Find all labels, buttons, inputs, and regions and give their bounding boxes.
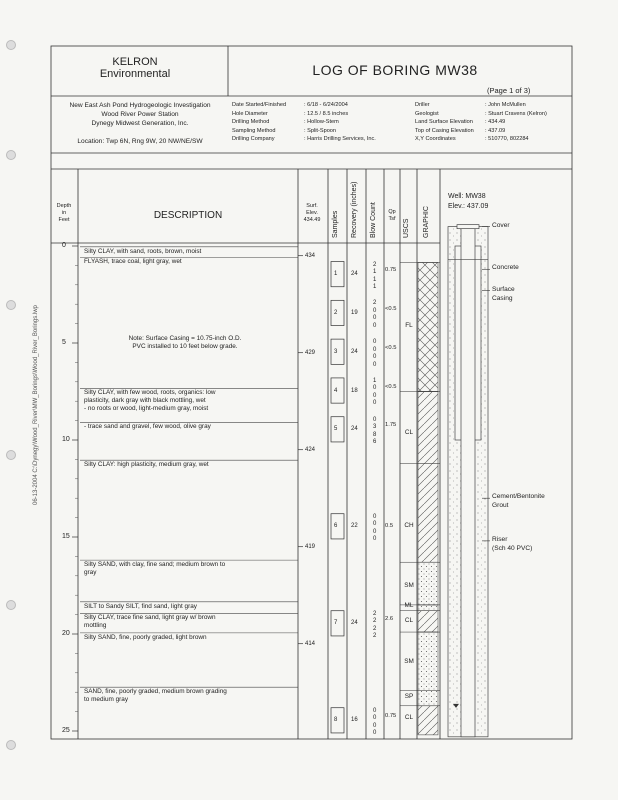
blow-count: 1 bbox=[373, 377, 377, 384]
recovery-value: 18 bbox=[351, 387, 358, 394]
sample-interval bbox=[331, 514, 344, 539]
blow-count: 0 bbox=[373, 339, 377, 346]
project-client: Dynegy Midwest Generation, Inc. bbox=[91, 120, 189, 127]
blow-count: 0 bbox=[373, 307, 377, 314]
pocket-penetrometer: 0.75 bbox=[385, 713, 397, 720]
recovery-value: 24 bbox=[351, 348, 358, 355]
blow-count-header: Blow Count bbox=[370, 202, 377, 238]
location: Location: Twp 6N, Rng 9W, 20 NW/NE/SW bbox=[77, 138, 203, 145]
sample-number: 6 bbox=[334, 523, 338, 530]
page-number: (Page 1 of 3) bbox=[487, 86, 531, 95]
uscs-code: CH bbox=[404, 522, 414, 530]
sample-interval bbox=[331, 300, 344, 325]
blow-count: 2 bbox=[373, 610, 377, 617]
depth-tick-label: 25 bbox=[62, 727, 70, 734]
description-text: to medium gray bbox=[84, 696, 129, 704]
recovery-header: Recovery (inches) bbox=[351, 181, 358, 238]
depth-header-3: Feet bbox=[58, 217, 70, 223]
pocket-penetrometer: <0.5 bbox=[385, 383, 397, 390]
info-label: Hole Diameter bbox=[232, 110, 268, 117]
description-text: Silty CLAY: high plasticity, medium gray, wet bbox=[84, 461, 209, 469]
info-label: Geologist bbox=[415, 110, 439, 117]
uscs-code: CL bbox=[404, 714, 414, 722]
grout-label: Cement/Bentonite bbox=[492, 493, 545, 501]
description-text: Silty SAND, with clay, fine sand; medium brown to bbox=[84, 561, 226, 569]
uscs-code: SM bbox=[404, 658, 414, 666]
uscs-code: FL bbox=[405, 322, 413, 330]
log-title: LOG OF BORING MW38 bbox=[312, 62, 478, 78]
sample-interval bbox=[331, 339, 344, 364]
sample-interval bbox=[331, 611, 344, 636]
blow-count: 0 bbox=[373, 416, 377, 423]
blow-count: 0 bbox=[373, 315, 377, 322]
blow-count: 3 bbox=[373, 424, 377, 431]
blow-count: 2 bbox=[373, 633, 377, 640]
description-text: Note: Surface Casing = 10.75-inch O.D. bbox=[128, 335, 242, 343]
description-text: PVC installed to 10 feet below grade. bbox=[132, 343, 238, 351]
info-value: : 510770, 802284 bbox=[485, 136, 529, 142]
uscs-code: CL bbox=[404, 429, 414, 437]
description-text: SILT to Sandy SILT, find sand, light gray bbox=[84, 602, 197, 610]
elev-header-3: 434.49 bbox=[303, 217, 321, 223]
graphic-hatch bbox=[418, 706, 438, 735]
graphic-dots bbox=[418, 605, 438, 611]
grout-label-2: Grout bbox=[492, 502, 509, 510]
elev-header-1: Surf. bbox=[306, 203, 318, 209]
blow-count: 2 bbox=[373, 618, 377, 625]
pp-header-1: Qp bbox=[388, 209, 396, 215]
concrete-label: Concrete bbox=[492, 264, 519, 272]
sample-number: 1 bbox=[334, 271, 338, 278]
description-text: - trace sand and gravel, few wood, olive gray bbox=[84, 423, 211, 431]
sample-number: 8 bbox=[334, 717, 338, 724]
info-value: : Harris Drilling Services, Inc. bbox=[304, 136, 376, 142]
info-value: : Stuart Cravens (Kelron) bbox=[485, 110, 547, 117]
pocket-penetrometer: 1.75 bbox=[385, 422, 397, 429]
uscs-header: USCS bbox=[403, 218, 410, 238]
elev-tick-label: 424 bbox=[305, 446, 316, 453]
description-text: plasticity, dark gray with black mottling, wet bbox=[84, 397, 206, 405]
graphic-cross bbox=[418, 262, 438, 391]
info-label: Land Surface Elevation bbox=[415, 119, 473, 125]
blow-count: 0 bbox=[373, 400, 377, 407]
description-text: - no roots or wood, light-medium gray, moist bbox=[84, 405, 209, 413]
info-value: : 434.49 bbox=[485, 119, 506, 125]
riser-label-2: (Sch 40 PVC) bbox=[492, 544, 533, 552]
depth-header-2: in bbox=[61, 210, 67, 216]
sample-number: 7 bbox=[334, 620, 338, 627]
sample-interval bbox=[331, 708, 344, 733]
description-text: Silty CLAY, with sand, roots, brown, moist bbox=[84, 247, 202, 255]
info-value: : 12.5 / 8.5 inches bbox=[304, 110, 349, 117]
blow-count: 0 bbox=[373, 322, 377, 329]
uscs-code: SP bbox=[404, 693, 414, 701]
project-name: New East Ash Pond Hydrogeologic Investigation bbox=[69, 102, 211, 109]
info-label: Drilling Method bbox=[232, 119, 270, 125]
sample-interval bbox=[331, 378, 344, 403]
blow-count: 0 bbox=[373, 730, 377, 737]
project-site: Wood River Power Station bbox=[101, 111, 179, 118]
pocket-penetrometer: 0.75 bbox=[385, 267, 397, 274]
sample-number: 3 bbox=[334, 348, 338, 355]
recovery-value: 24 bbox=[351, 271, 358, 278]
samples-header: Samples bbox=[332, 210, 339, 238]
info-value: : 6/18 - 6/24/2004 bbox=[304, 102, 348, 108]
blow-count: 0 bbox=[373, 361, 377, 368]
info-label: Drilling Company bbox=[232, 136, 275, 142]
blow-count: 0 bbox=[373, 513, 377, 520]
blow-count: 0 bbox=[373, 346, 377, 353]
depth-tick-label: 5 bbox=[62, 339, 66, 346]
info-label: Top of Casing Elevation bbox=[415, 127, 474, 134]
company-name: KELRON bbox=[112, 56, 158, 68]
graphic-dots bbox=[418, 562, 438, 605]
blow-count: 1 bbox=[373, 269, 377, 276]
pocket-penetrometer: <0.5 bbox=[385, 344, 397, 351]
uscs-code: ML bbox=[404, 601, 414, 609]
elev-tick-label: 419 bbox=[305, 543, 316, 550]
depth-tick-label: 10 bbox=[62, 436, 70, 443]
info-label: X,Y Coordinates bbox=[415, 136, 456, 142]
info-label: Date Started/Finished bbox=[232, 102, 287, 108]
graphic-hatch bbox=[418, 463, 438, 562]
description-text: Silty SAND, fine, poorly graded, light brown bbox=[84, 633, 207, 641]
company-subtitle: Environmental bbox=[99, 68, 171, 80]
info-value: : 437.09 bbox=[485, 127, 506, 134]
blow-count: 8 bbox=[373, 431, 377, 438]
depth-tick-label: 0 bbox=[62, 242, 66, 249]
info-value: : Split-Spoon bbox=[304, 127, 337, 134]
sample-number: 4 bbox=[334, 387, 338, 394]
sample-interval bbox=[331, 262, 344, 287]
recovery-value: 16 bbox=[351, 717, 358, 724]
blow-count: 0 bbox=[373, 385, 377, 392]
recovery-value: 22 bbox=[351, 523, 358, 530]
well-header: Well: MW38 bbox=[448, 193, 486, 200]
elev-tick-label: 429 bbox=[305, 349, 316, 356]
blow-count: 2 bbox=[373, 261, 377, 268]
elev-header-2: Elev. bbox=[306, 210, 318, 216]
blow-count: 0 bbox=[373, 528, 377, 535]
blow-count: 6 bbox=[373, 439, 377, 446]
blow-count: 1 bbox=[373, 276, 377, 283]
blow-count: 0 bbox=[373, 354, 377, 361]
elev-tick-label: 414 bbox=[305, 640, 316, 647]
blow-count: 0 bbox=[373, 536, 377, 543]
pp-header-2: Tsf bbox=[388, 216, 396, 222]
blow-count: 0 bbox=[373, 707, 377, 714]
pocket-penetrometer: <0.5 bbox=[385, 306, 397, 313]
recovery-value: 19 bbox=[351, 309, 358, 316]
pocket-penetrometer: 0.5 bbox=[385, 523, 394, 530]
graphic-header: GRAPHIC bbox=[423, 206, 430, 238]
recovery-value: 24 bbox=[351, 620, 358, 627]
depth-tick-label: 20 bbox=[62, 630, 70, 637]
blow-count: 2 bbox=[373, 300, 377, 307]
sample-number: 5 bbox=[334, 426, 338, 433]
graphic-hatch bbox=[418, 611, 438, 632]
description-header: DESCRIPTION bbox=[153, 210, 223, 221]
blow-count: 0 bbox=[373, 521, 377, 528]
depth-header-1: Depth bbox=[56, 203, 72, 209]
info-label: Driller bbox=[415, 102, 430, 108]
description-text: mottling bbox=[84, 622, 107, 630]
blow-count: 0 bbox=[373, 392, 377, 399]
info-value: : John McMullen bbox=[485, 102, 526, 108]
elev-tick-label: 434 bbox=[305, 252, 316, 259]
description-text: SAND, fine, poorly graded, medium brown grading bbox=[84, 688, 227, 696]
uscs-code: CL bbox=[404, 617, 414, 625]
well-elevation: Elev.: 437.09 bbox=[448, 203, 489, 210]
graphic-hatch bbox=[418, 392, 438, 464]
recovery-value: 24 bbox=[351, 426, 358, 433]
description-text: Silty CLAY, trace fine sand, light gray w/ brown bbox=[84, 614, 216, 622]
description-text: FLYASH, trace coal, light gray, wet bbox=[84, 258, 182, 266]
graphic-dots bbox=[418, 690, 438, 706]
sample-interval bbox=[331, 417, 344, 442]
depth-tick-label: 15 bbox=[62, 533, 70, 540]
blow-count: 2 bbox=[373, 625, 377, 632]
description-text: gray bbox=[84, 569, 97, 577]
surface-casing-label: Surface bbox=[492, 285, 515, 293]
blow-count: 0 bbox=[373, 715, 377, 722]
well-cover bbox=[457, 225, 479, 229]
blow-count: 0 bbox=[373, 722, 377, 729]
uscs-code: SM bbox=[404, 582, 414, 590]
riser-label: Riser bbox=[492, 535, 508, 543]
info-label: Sampling Method bbox=[232, 127, 276, 134]
pocket-penetrometer: 2.6 bbox=[385, 616, 394, 623]
graphic-dots bbox=[418, 632, 438, 690]
file-path-note: 06-13-2004 C:\Dynegy\Wood_River\MW_Borings\Wood_River_Borings.lwp bbox=[33, 305, 39, 505]
sample-number: 2 bbox=[334, 309, 338, 316]
description-text: Silty CLAY, with few wood, roots, organics: low bbox=[84, 389, 216, 397]
blow-count: 1 bbox=[373, 284, 377, 291]
info-value: : Hollow-Stem bbox=[304, 119, 339, 125]
well-cover-label: Cover bbox=[492, 221, 510, 229]
surface-casing-label-2: Casing bbox=[492, 294, 513, 302]
pvc-riser bbox=[461, 229, 475, 737]
